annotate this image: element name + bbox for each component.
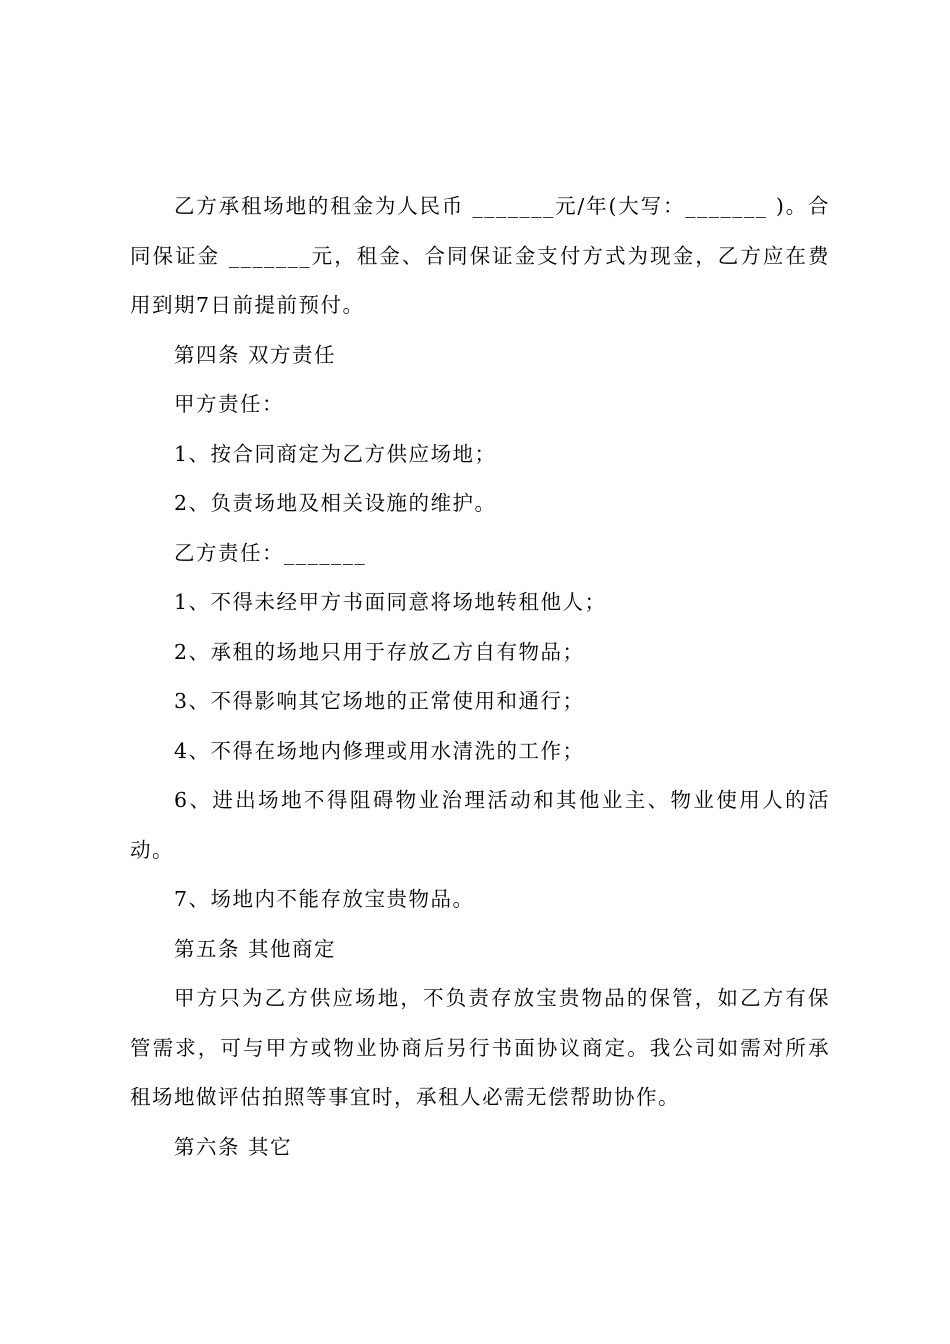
section-heading: 第五条 其他商定	[174, 936, 337, 961]
text-line: 租场地做评估拍照等事宜时，承租人必需无偿帮助协作。	[130, 1085, 680, 1109]
list-item: 1、不得未经甲方书面同意将场地转租他人；	[174, 590, 607, 614]
list-item: 3、不得影响其它场地的正常使用和通行；	[174, 689, 585, 713]
text-line: 乙方责任：_______	[174, 540, 367, 565]
text-line: 动。	[130, 837, 174, 862]
section-heading: 第四条 双方责任	[174, 342, 337, 367]
text-line: 用到期7日前提前预付。	[130, 293, 365, 317]
text-line: 管需求，可与甲方或物业协商后另行书面协议商定。我公司如需对所承	[130, 1035, 830, 1060]
text-line: 甲方责任：	[174, 392, 284, 416]
list-item: 6、进出场地不得阻碍物业治理活动和其他业主、物业使用人的活	[174, 788, 830, 812]
list-item: 7、场地内不能存放宝贵物品。	[174, 887, 475, 911]
document-body	[130, 182, 830, 1172]
list-item: 4、不得在场地内修理或用水清洗的工作；	[174, 738, 585, 763]
list-item: 2、负责场地及相关设施的维护。	[174, 491, 497, 515]
text-line: 甲方只为乙方供应场地，不负责存放宝贵物品的保管，如乙方有保	[174, 986, 830, 1010]
list-item: 1、按合同商定为乙方供应场地；	[174, 441, 497, 466]
list-item: 2、承租的场地只用于存放乙方自有物品；	[174, 639, 585, 664]
text-line: 乙方承租场地的租金为人民币 _______元/年(大写：_______ )。合	[174, 194, 830, 218]
section-heading: 第六条 其它	[174, 1134, 293, 1159]
text-line: 同保证金 _______元，租金、合同保证金支付方式为现金，乙方应在费	[130, 243, 830, 268]
